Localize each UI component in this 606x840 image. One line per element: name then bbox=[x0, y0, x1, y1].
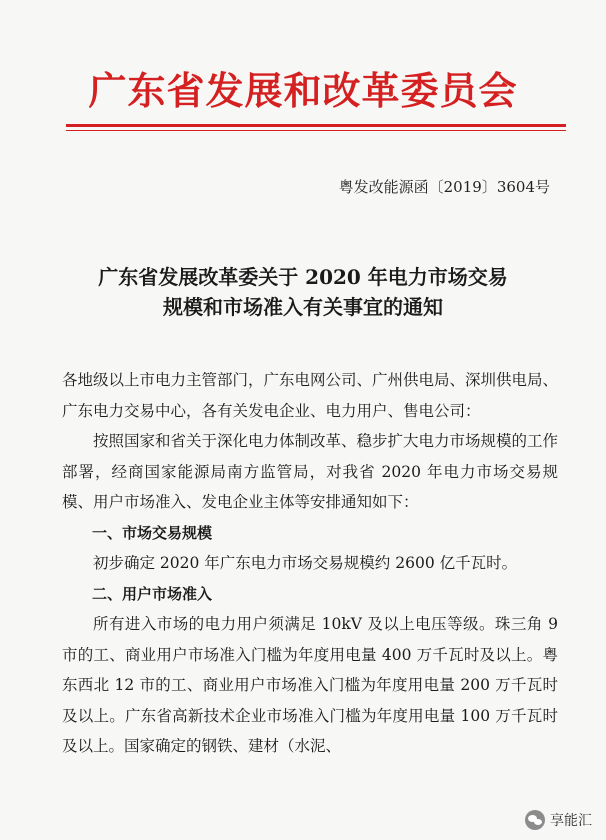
wechat-icon bbox=[525, 810, 545, 830]
document-number: 粤发改能源函〔2019〕3604号 bbox=[338, 178, 550, 196]
letterhead-rule-thick bbox=[66, 124, 566, 127]
notice-title bbox=[40, 262, 566, 322]
notice-body bbox=[62, 365, 558, 762]
section-2-paragraph: 所有进入市场的电力用户须满足 10kV 及以上电压等级。珠三角 9 市的工、商业用户市场准入门槛为年度用电量 400 万千瓦时及以上。粤东西北 12 市的工、商业用户市场准入门槛为年度用电量 200 万千瓦时及以上。广东省高新技术企业市场准入门槛为年度用电量 100 万千瓦时及以上。国家确定的钢铁、建材（水泥、 bbox=[62, 615, 558, 755]
letterhead-title: 广东省发展和改革委员会 bbox=[88, 68, 518, 113]
notice-title-line-2: 规模和市场准入有关事宜的通知 bbox=[163, 295, 443, 319]
notice-title-line-1: 广东省发展改革委关于 2020 年电力市场交易 bbox=[98, 265, 508, 289]
section-2-heading: 二、用户市场准入 bbox=[92, 584, 213, 603]
watermark-label: 享能汇 bbox=[550, 813, 592, 829]
addressee: 各地级以上市电力主管部门，广东电网公司、广州供电局、深圳供电局、广东电力交易中心，各有关发电企业、电力用户、售电公司： bbox=[62, 371, 559, 420]
section-1-paragraph: 初步确定 2020 年广东电力市场交易规模约 2600 亿千瓦时。 bbox=[93, 554, 518, 572]
intro-paragraph: 按照国家和省关于深化电力体制改革、稳步扩大电力市场规模的工作部署，经商国家能源局南方监管局，对我省 2020 年电力市场交易规模、用户市场准入、发电企业主体等安排通知如下： bbox=[62, 432, 559, 511]
letterhead-rule-thin bbox=[66, 130, 566, 131]
watermark bbox=[525, 810, 592, 830]
section-1-heading: 一、市场交易规模 bbox=[92, 523, 213, 542]
